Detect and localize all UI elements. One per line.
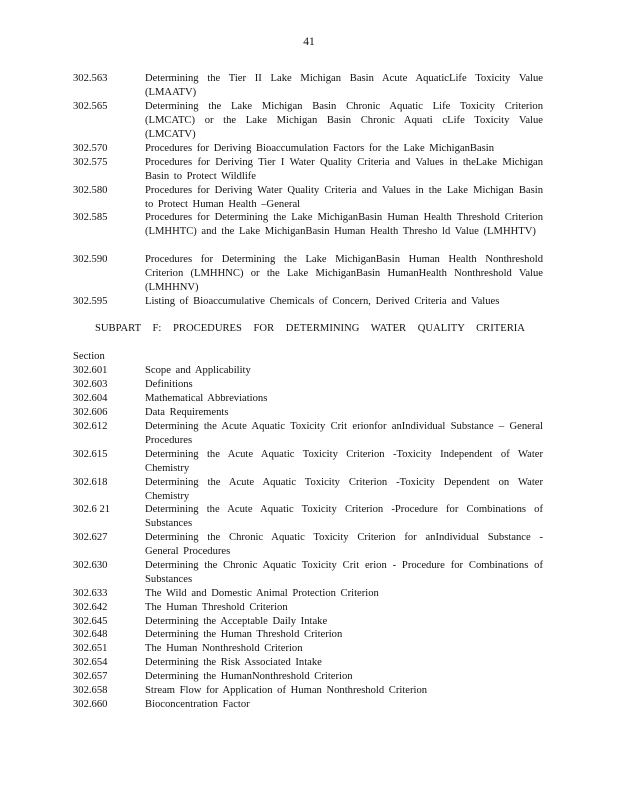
- section-number: 302.6 21: [73, 504, 111, 515]
- section-number: 302.627: [73, 532, 108, 543]
- section-number: 302.595: [73, 296, 108, 307]
- toc-entry: [73, 628, 543, 642]
- toc-entry: [73, 587, 543, 601]
- section-number: 302.570: [73, 143, 108, 154]
- section-number: 302.648: [73, 629, 108, 640]
- section-number: 302.642: [73, 602, 108, 613]
- toc-entry: [73, 476, 543, 504]
- section-title: Determining the Tier II Lake Michigan Basin Acute AquaticLife Toxicity Value (LMAATV): [145, 73, 543, 98]
- subpart-heading: SUBPART F: PROCEDURES FOR DETERMINING WATER QUALITY CRITERIA: [95, 323, 525, 334]
- toc-entry: [73, 406, 543, 420]
- toc-entry: [73, 364, 543, 378]
- toc-entry: [73, 420, 543, 448]
- section-title: Stream Flow for Application of Human Nonthreshold Criterion: [145, 685, 428, 696]
- page-number: 41: [303, 36, 315, 48]
- toc-entry: [73, 448, 543, 476]
- section-number: 302.612: [73, 421, 108, 432]
- section-title: Mathematical Abbreviations: [145, 393, 268, 404]
- toc-entry: [73, 100, 543, 141]
- section-title: Procedures for Deriving Bioaccumulation Factors for the Lake MichiganBasin: [145, 143, 495, 154]
- toc-entry: [73, 184, 543, 212]
- toc-entry: [73, 142, 543, 156]
- section-title: Determining the Acceptable Daily Intake: [145, 616, 328, 627]
- section-title: The Human Nonthreshold Criterion: [145, 643, 303, 654]
- section-title: Bioconcentration Factor: [145, 699, 250, 710]
- toc-entry: [73, 698, 543, 712]
- section-title: Determining the Lake Michigan Basin Chronic Aquatic Life Toxicity Criterion (LMCATC) or the Lake Michigan Basin Chronic Aquati cLife Toxicity Value (LMCATV): [145, 101, 543, 140]
- toc-entry: [73, 392, 543, 406]
- section-number: 302.615: [73, 449, 108, 460]
- section-title: Determining the HumanNonthreshold Criterion: [145, 671, 353, 682]
- toc-entry: [73, 656, 543, 670]
- section-title: Procedures for Determining the Lake MichiganBasin Human Health Nonthreshold Criterion (LMHHNC) or the Lake MichiganBasin HumanHealth Nonthreshold Value (LMHHNV): [145, 254, 543, 293]
- section-number: 302.563: [73, 73, 108, 84]
- section-title: Scope and Applicability: [145, 365, 251, 376]
- section-number: 302.606: [73, 407, 108, 418]
- section-number: 302.630: [73, 560, 108, 571]
- section-number: 302.651: [73, 643, 108, 654]
- toc-entry: [73, 615, 543, 629]
- section-number: 302.654: [73, 657, 108, 668]
- section-number: 302.660: [73, 699, 108, 710]
- section-title: Procedures for Deriving Tier I Water Quality Criteria and Values in theLake Michigan Basin to Protect Wildlife: [145, 157, 543, 182]
- section-number: 302.658: [73, 685, 108, 696]
- section-title: Procedures for Determining the Lake MichiganBasin Human Health Threshold Criterion (LMHHTC) and the Lake MichiganBasin Human Health Thresho ld Value (LMHHTV): [145, 212, 543, 237]
- toc-entry: [73, 559, 543, 587]
- section-title: Determining the Acute Aquatic Toxicity Criterion -Procedure for Combinations of Substances: [145, 504, 543, 529]
- toc-entry: [73, 156, 543, 184]
- section-number: 302.565: [73, 101, 108, 112]
- section-number: 302.604: [73, 393, 108, 404]
- section-number: 302.590: [73, 254, 108, 265]
- section-number: 302.580: [73, 185, 108, 196]
- section-number: 302.603: [73, 379, 108, 390]
- section-title: Determining the Human Threshold Criterion: [145, 629, 343, 640]
- toc-entry: [73, 72, 543, 100]
- toc-entry: [73, 670, 543, 684]
- section-title: Listing of Bioaccumulative Chemicals of Concern, Derived Criteria and Values: [145, 296, 500, 307]
- section-title: Determining the Risk Associated Intake: [145, 657, 322, 668]
- section-number: 302.657: [73, 671, 108, 682]
- section-title: Determining the Chronic Aquatic Toxicity Criterion for anIndividual Substance - General Procedures: [145, 532, 543, 557]
- section-title: Determining the Acute Aquatic Toxicity Crit erionfor anIndividual Substance – General Procedures: [145, 421, 543, 446]
- section-number: 302.601: [73, 365, 108, 376]
- toc-entry: [73, 378, 543, 392]
- section-title: Determining the Chronic Aquatic Toxicity Crit erion - Procedure for Combinations of Substances: [145, 560, 543, 585]
- section-title: Determining the Acute Aquatic Toxicity Criterion -Toxicity Dependent on Water Chemistry: [145, 477, 543, 502]
- toc-entry: [73, 601, 543, 615]
- toc-entry: [73, 684, 543, 698]
- toc-entry: [73, 253, 543, 294]
- section-title: Data Requirements: [145, 407, 229, 418]
- section-number: 302.633: [73, 588, 108, 599]
- section-title: Procedures for Deriving Water Quality Criteria and Values in the Lake Michigan Basin to Protect Human Health –General: [145, 185, 543, 210]
- section-label: Section: [73, 351, 105, 362]
- section-number: 302.575: [73, 157, 108, 168]
- toc-entry: [73, 211, 543, 239]
- section-title: The Wild and Domestic Animal Protection Criterion: [145, 588, 379, 599]
- section-number: 302.585: [73, 212, 108, 223]
- toc-entry: [73, 295, 543, 309]
- section-number: 302.645: [73, 616, 108, 627]
- section-title: The Human Threshold Criterion: [145, 602, 288, 613]
- toc-entry: [73, 503, 543, 531]
- section-title: Determining the Acute Aquatic Toxicity Criterion -Toxicity Independent of Water Chemistry: [145, 449, 543, 474]
- toc-entry: [73, 531, 543, 559]
- toc-entry: [73, 642, 543, 656]
- section-number: 302.618: [73, 477, 108, 488]
- section-title: Definitions: [145, 379, 193, 390]
